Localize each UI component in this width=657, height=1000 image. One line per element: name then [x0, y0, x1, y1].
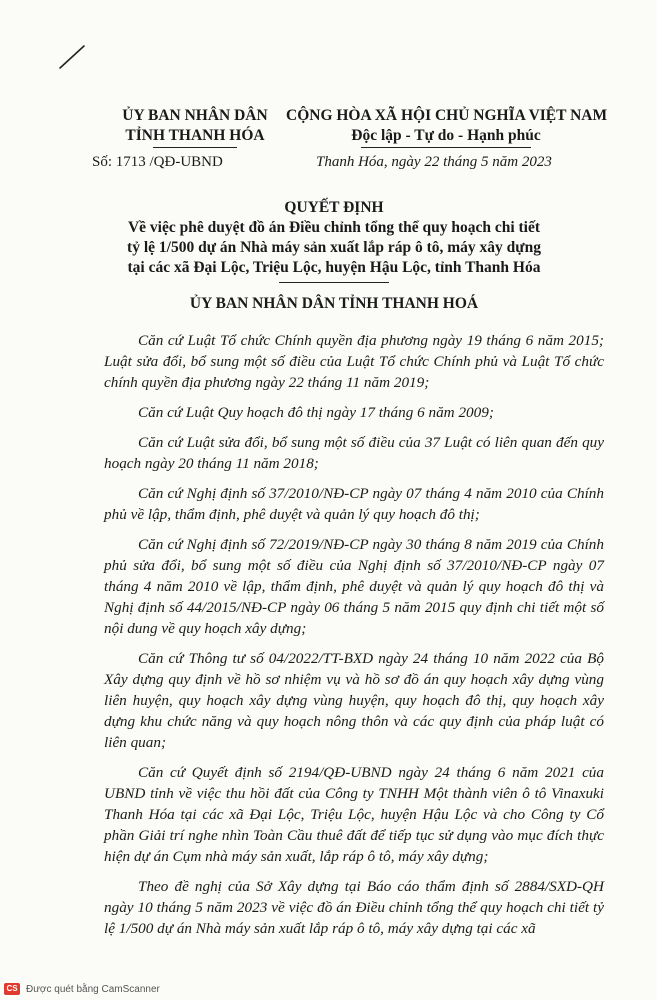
basis-paragraph-2: Căn cứ Luật Quy hoạch đô thị ngày 17 tháng 6 năm 2009;: [138, 404, 494, 421]
document-body: [104, 330, 604, 948]
document-date: Thanh Hóa, ngày 22 tháng 5 năm 2023: [316, 154, 552, 170]
issuer-line-2: TỈNH THANH HÓA: [125, 127, 265, 144]
scanner-watermark: [4, 983, 160, 995]
basis-paragraph-6: Căn cứ Thông tư số 04/2022/TT-BXD ngày 24 tháng 10 năm 2022 của Bộ Xây dựng quy định về hồ sơ nhiệm vụ và hồ sơ đồ án quy hoạch xây dựng vùng liên huyện, quy hoạch xây dựng vùng huyện, quy hoạch đô thị, quy hoạch xây dựng khu chức năng và quy hoạch nông thôn và các quy định của pháp luật có liên quan;: [104, 650, 604, 751]
document-number: Số: 1713 /QĐ-UBND: [92, 154, 223, 170]
decision-title: QUYẾT ĐỊNH: [284, 199, 384, 216]
title-underline: [279, 282, 389, 283]
national-motto: Độc lập - Tự do - Hạnh phúc: [351, 127, 541, 144]
decision-subject-line-1: Về việc phê duyệt đồ án Điều chỉnh tổng thể quy hoạch chi tiết: [127, 219, 541, 236]
basis-paragraph-7: Căn cứ Quyết định số 2194/QĐ-UBND ngày 24 tháng 6 năm 2021 của UBND tỉnh về việc thu hồi đất của Công ty TNHH Một thành viên ô tô Vinaxuki Thanh Hóa tại các xã Đại Lộc, Triệu Lộc, huyện Hậu Lộc và cho Công ty Cổ phần Giải trí nghe nhìn Toàn Cầu thuê đất để tiếp tục sử dụng vào mục đích thực hiện dự án Cụm nhà máy sản xuất, lắp ráp ô tô, máy xây dựng;: [104, 764, 604, 865]
pen-stroke-mark: [58, 44, 88, 70]
scanner-caption: Được quét bằng CamScanner: [26, 983, 160, 995]
motto-underline: [361, 147, 531, 148]
camscanner-logo-icon: CS: [4, 983, 20, 995]
decision-subject-line-2: tỷ lệ 1/500 dự án Nhà máy sản xuất lắp ráp ô tô, máy xây dựng: [127, 239, 541, 256]
national-header: [286, 106, 606, 148]
issuer-header: [100, 106, 290, 148]
proposal-paragraph: Theo đề nghị của Sở Xây dựng tại Báo cáo thẩm định số 2884/SXD-QH ngày 10 tháng 5 năm 2023 về việc đồ án Điều chỉnh tổng thể quy hoạch chi tiết tỷ lệ 1/500 dự án Nhà máy sản xuất lắp ráp ô tô, máy xây dựng tại các xã: [104, 878, 604, 937]
issuer-line-1: ỦY BAN NHÂN DÂN: [122, 107, 268, 124]
decision-title-block: [60, 198, 608, 283]
basis-paragraph-3: Căn cứ Luật sửa đổi, bổ sung một số điều của 37 Luật có liên quan đến quy hoạch ngày 20 tháng 11 năm 2018;: [104, 434, 604, 472]
basis-paragraph-1: Căn cứ Luật Tổ chức Chính quyền địa phương ngày 19 tháng 6 năm 2015; Luật sửa đổi, bổ sung một số điều của Luật Tổ chức Chính phủ và Luật Tổ chức chính quyền địa phương ngày 22 tháng 11 năm 2019;: [104, 332, 604, 391]
basis-paragraph-5: Căn cứ Nghị định số 72/2019/NĐ-CP ngày 30 tháng 8 năm 2019 của Chính phủ sửa đổi, bổ sung một số điều của Nghị định số 37/2010/NĐ-CP ngày 07 tháng 4 năm 2010 về lập, thẩm định, phê duyệt và quản lý quy hoạch đô thị và Nghị định số 44/2015/NĐ-CP ngày 06 tháng 5 năm 2015 quy định chi tiết một số nội dung về quy hoạch xây dựng;: [104, 536, 604, 637]
issuer-underline: [153, 147, 237, 148]
issuing-authority: ỦY BAN NHÂN DÂN TỈNH THANH HOÁ: [189, 295, 479, 312]
national-name: CỘNG HÒA XÃ HỘI CHỦ NGHĨA VIỆT NAM: [286, 107, 608, 124]
decision-subject-line-3: tại các xã Đại Lộc, Triệu Lộc, huyện Hậu Lộc, tỉnh Thanh Hóa: [127, 259, 541, 276]
basis-paragraph-4: Căn cứ Nghị định số 37/2010/NĐ-CP ngày 07 tháng 4 năm 2010 của Chính phủ về lập, thẩm định, phê duyệt và quản lý quy hoạch đô thị;: [104, 485, 604, 523]
